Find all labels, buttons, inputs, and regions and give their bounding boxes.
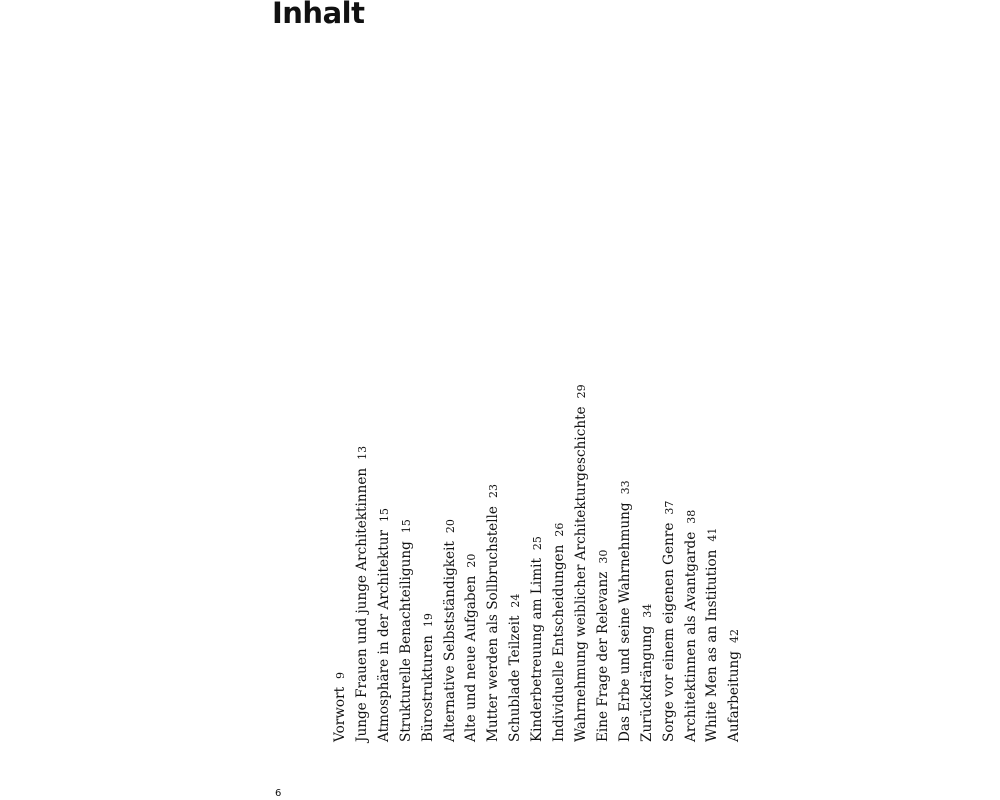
toc-entry-page: 30 [596, 549, 610, 564]
toc-entry-title: Schublade Teilzeit [507, 615, 524, 742]
page-title: Inhalt [272, 0, 365, 30]
toc-entry-page: 9 [334, 671, 347, 679]
toc-entry-title: White Men as an Institution [704, 549, 721, 742]
toc-entry [396, 322, 418, 742]
toc-entry [702, 322, 724, 742]
toc-entry-title: Junge Frauen und junge Architektinnen [353, 467, 370, 742]
toc-entry-page: 42 [728, 629, 742, 644]
toc-entry-title: Wahrnehmung weiblicher Architekturgeschichte [572, 406, 589, 742]
toc-entry-page: 29 [574, 384, 588, 399]
toc-entry [440, 322, 462, 742]
toc-entry-page: 13 [355, 445, 369, 460]
toc-entry [593, 322, 615, 742]
toc-entry-page: 37 [662, 500, 676, 515]
toc-entry-title: Atmosphäre in der Architektur [375, 530, 392, 742]
toc-entry-page: 15 [377, 508, 391, 522]
toc-entry-title: Kinderbetreuung am Limit [529, 558, 546, 742]
toc-entry [615, 322, 637, 742]
toc-entry-title: Das Erbe und seine Wahrnehmung [616, 502, 633, 742]
toc-entry [418, 322, 440, 742]
toc-entry [352, 322, 374, 742]
toc-entry-page: 23 [487, 484, 501, 499]
toc-entry [483, 322, 505, 742]
toc-entry [374, 322, 396, 742]
toc-entry-title: Eine Frage der Relevanz [594, 571, 611, 742]
toc-entry-page: 34 [640, 603, 654, 618]
toc-entry-title: Alte und neue Aufgaben [463, 575, 480, 742]
toc-entry-title: Vorwort [332, 686, 348, 742]
toc-entry-page: 26 [553, 522, 567, 537]
toc-entry-title: Mutter werden als Sollbruchstelle [485, 506, 502, 742]
toc-entry-title: Strukturelle Benachteiligung [397, 541, 414, 742]
toc-entry-page: 24 [509, 593, 523, 608]
toc-entry-title: Architektinnen als Avantgarde [682, 531, 699, 742]
toc-entry-title: Bürostrukturen [419, 635, 436, 742]
toc-entry-title: Aufarbeitung [726, 651, 743, 742]
toc-entry [637, 322, 659, 742]
toc-entry-page: 15 [399, 519, 413, 534]
toc-entry-page: 41 [706, 527, 720, 542]
toc-entry-page: 20 [443, 519, 457, 534]
page-number: 6 [275, 788, 282, 799]
toc-entry-title: Zurückdrängung [638, 625, 655, 742]
toc-entry-page: 38 [684, 509, 698, 524]
table-of-contents [330, 322, 746, 742]
toc-entry-page: 19 [421, 613, 435, 628]
toc-entry-page: 33 [618, 480, 632, 495]
toc-entry [330, 322, 352, 742]
toc-entry [659, 322, 681, 742]
toc-entry [724, 322, 746, 742]
toc-entry-page: 20 [465, 553, 479, 568]
toc-entry-page: 25 [531, 536, 545, 551]
toc-entry-title: Alternative Selbstständigkeit [441, 541, 458, 742]
toc-entry [571, 322, 593, 742]
toc-entry-title: Individuelle Entscheidungen [551, 544, 568, 742]
toc-entry [505, 322, 527, 742]
toc-entry-title: Sorge vor einem eigenen Genre [660, 522, 677, 742]
toc-entry [527, 322, 549, 742]
toc-entry [681, 322, 703, 742]
toc-entry [549, 322, 571, 742]
toc-entry [461, 322, 483, 742]
